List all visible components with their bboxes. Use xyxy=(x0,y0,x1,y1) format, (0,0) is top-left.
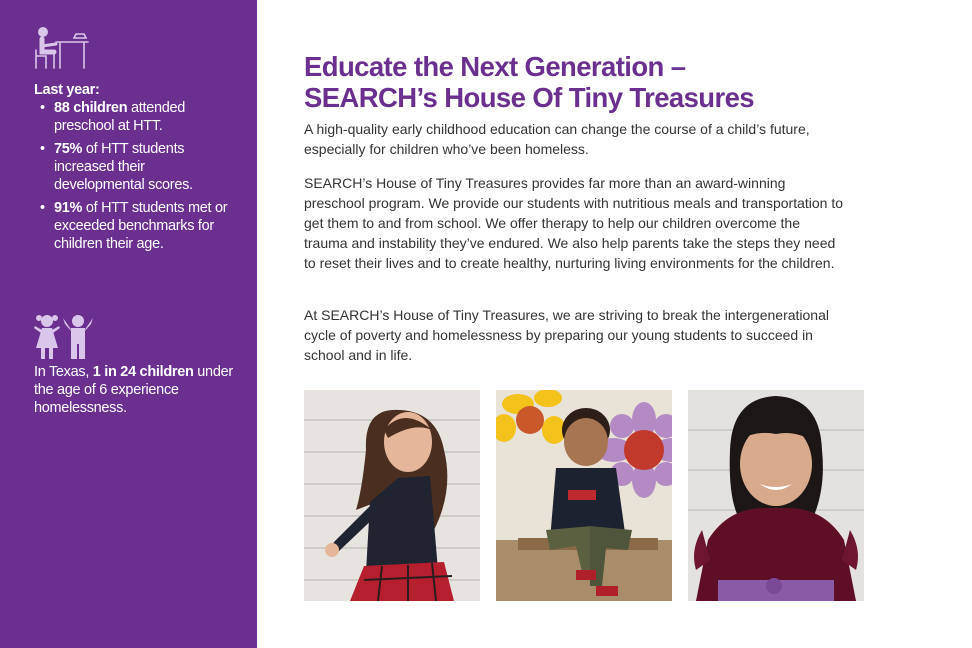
stat-text: attended preschool at HTT. xyxy=(54,100,186,134)
sidebar xyxy=(0,0,257,648)
texas-prefix: In Texas, xyxy=(34,364,93,380)
stat-bold: 88 children xyxy=(54,100,128,116)
page-title xyxy=(304,51,754,113)
stat-item xyxy=(34,199,234,253)
stats-list xyxy=(34,99,234,258)
photo-girl-smiling-illustration xyxy=(688,390,864,601)
children-icon xyxy=(32,314,94,360)
intro-paragraph: A high-quality early childhood education can change the course of a child’s future, especially for children who’ve been homeless. xyxy=(304,121,810,157)
stat-bold: 91% xyxy=(54,200,83,216)
texas-suffix: under the age of 6 experience homelessness. xyxy=(34,364,233,416)
title-line-1: Educate the Next Generation – xyxy=(304,51,686,82)
photo-girl-dancing-illustration xyxy=(304,390,480,601)
services-paragraph: SEARCH’s House of Tiny Treasures provides far more than an award-winning preschool program. We provide our students with nutritious meals and transportation to get them to and from school. We offer therapy to help our children overcome the trauma and instability they’ve endured. We also help parents take the steps they need to reset their lives and to create healthy, nurturing living environments for the children. xyxy=(304,175,844,271)
photo-boy-sitting-illustration xyxy=(496,390,672,601)
student-at-desk-icon xyxy=(32,26,90,70)
stat-item xyxy=(34,99,234,135)
photo-boy-sitting xyxy=(496,390,672,601)
photo-girl-smiling xyxy=(688,390,864,601)
title-line-2: SEARCH’s House Of Tiny Treasures xyxy=(304,82,754,113)
texas-statistic xyxy=(34,363,239,417)
stat-text: of HTT students met or exceeded benchmarks for children their age. xyxy=(54,200,228,252)
stats-heading: Last year: xyxy=(34,82,100,98)
stat-item xyxy=(34,140,234,194)
photo-girl-dancing xyxy=(304,390,480,601)
stat-bold: 75% xyxy=(54,141,83,157)
stat-text: of HTT students increased their developmental scores. xyxy=(54,141,193,193)
mission-paragraph: At SEARCH’s House of Tiny Treasures, we are striving to break the intergenerational cycle of poverty and homelessness by preparing our young students to succeed in school and in life. xyxy=(304,307,829,363)
texas-bold: 1 in 24 children xyxy=(92,364,194,380)
